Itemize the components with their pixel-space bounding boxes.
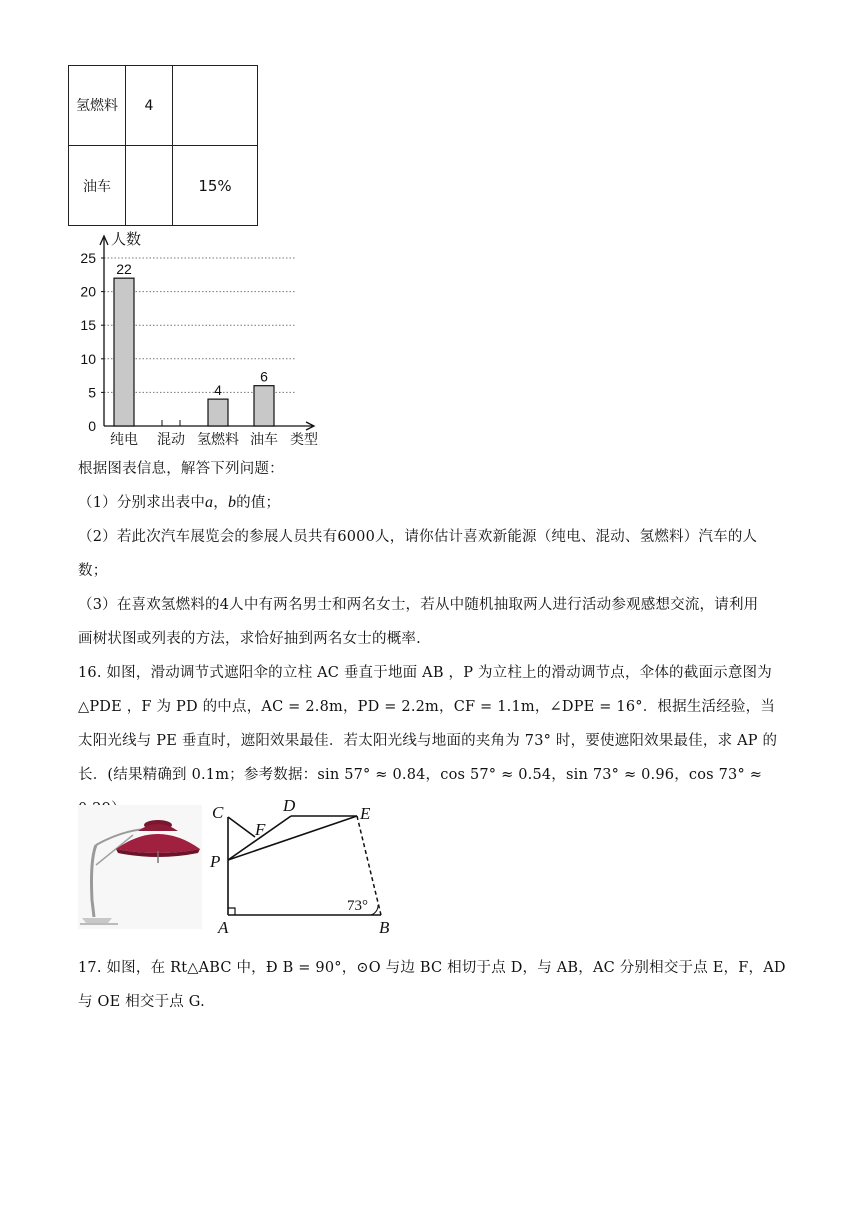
problem-17-line-1: 17. 如图，在 Rt△ABC 中，Ð B = 90°，⊙O 与边 BC 相切于点 D，与 AB，AC 分别相交于点 E，F，AD: [78, 960, 786, 976]
problem-16-line-2: △PDE ，F 为 PD 的中点，AC = 2.8m，PD = 2.2m，CF = 1.1m，∠DPE = 16°．根据生活经验，当: [78, 699, 776, 715]
table-row-label: 氢燃料: [76, 97, 118, 114]
table-cell-percent: 15%: [173, 146, 258, 226]
point-label-a: A: [218, 918, 229, 937]
right-angle-mark: [228, 908, 235, 915]
problem-16-line-1: 16. 如图，滑动调节式遮阳伞的立柱 AC 垂直于地面 AB ，P 为立柱上的滑动调节点，伞体的截面示意图为: [78, 665, 772, 681]
x-tick-label: 油车: [250, 432, 278, 448]
y-axis-label: 人数: [111, 230, 142, 248]
table-cell-type: [69, 66, 126, 146]
table-cell-count: 4: [126, 66, 173, 146]
data-label: 22: [116, 261, 132, 278]
problem-16-line-4: 长．(结果精确到 0.1m；参考数据：sin 57° ≈ 0.84，cos 57° ≈ 0.54，sin 73° ≈ 0.96，cos 73° ≈: [78, 767, 763, 783]
point-label-b: B: [379, 918, 390, 937]
data-label: 4: [214, 382, 222, 399]
y-tick-label: 15: [80, 317, 96, 334]
point-label-p: P: [210, 852, 221, 871]
y-tick-label: 20: [80, 283, 96, 300]
stats-table: [68, 65, 258, 226]
angle-label: 73°: [347, 898, 368, 914]
question-2-line-1: （2）若此次汽车展览会的参展人员共有6000人，请你估计喜欢新能源（纯电、混动、氢燃料）汽车的人: [78, 529, 758, 545]
intro-text: 根据图表信息，解答下列问题：: [78, 461, 284, 477]
problem-16-line-3: 太阳光线与 PE 垂直时，遮阳效果最佳．若太阳光线与地面的夹角为 73° 时，要使遮阳效果最佳，求 AP 的: [78, 733, 778, 749]
bar: [208, 399, 228, 426]
problem-17-line-2: 与 OE 相交于点 G.: [78, 994, 205, 1010]
point-label-c: C: [212, 803, 224, 822]
point-label-e: E: [360, 804, 371, 823]
point-label-f: F: [255, 820, 266, 839]
bar-chart: [70, 228, 330, 450]
data-label: 6: [260, 368, 268, 385]
geometry-diagram: [205, 797, 405, 937]
point-label-d: D: [283, 797, 296, 815]
question-1: （1）分别求出表中a，b的值；: [78, 494, 281, 511]
y-tick-label: 5: [88, 384, 96, 401]
question-2-line-2: 数；: [78, 563, 108, 579]
bar: [254, 386, 274, 426]
table-cell-type: 油车: [69, 146, 126, 226]
question-3-line-2: 画树状图或列表的方法，求恰好抽到两名女士的概率.: [78, 631, 421, 647]
umbrella-photo: [78, 805, 202, 929]
x-axis-label: 类型: [290, 432, 318, 448]
question-3-line-1: （3）在喜欢氢燃料的4人中有两名男士和两名女士，若从中随机抽取两人进行活动参观感想交流，请利用: [78, 597, 759, 613]
segment-cf: [228, 817, 255, 837]
bar: [114, 278, 134, 426]
y-tick-label: 10: [80, 350, 96, 367]
angle-arc: [371, 905, 378, 915]
chart-bars: [114, 278, 274, 426]
segment-pe: [228, 816, 357, 860]
y-tick-label: 25: [80, 250, 96, 266]
table-cell-count: [126, 146, 173, 226]
y-tick-label: 0: [88, 418, 96, 434]
x-tick-label: 混动: [157, 432, 185, 448]
table-cell-percent: [173, 66, 258, 146]
x-tick-label: 纯电: [110, 432, 138, 448]
x-tick-label: 氢燃料: [197, 432, 239, 448]
